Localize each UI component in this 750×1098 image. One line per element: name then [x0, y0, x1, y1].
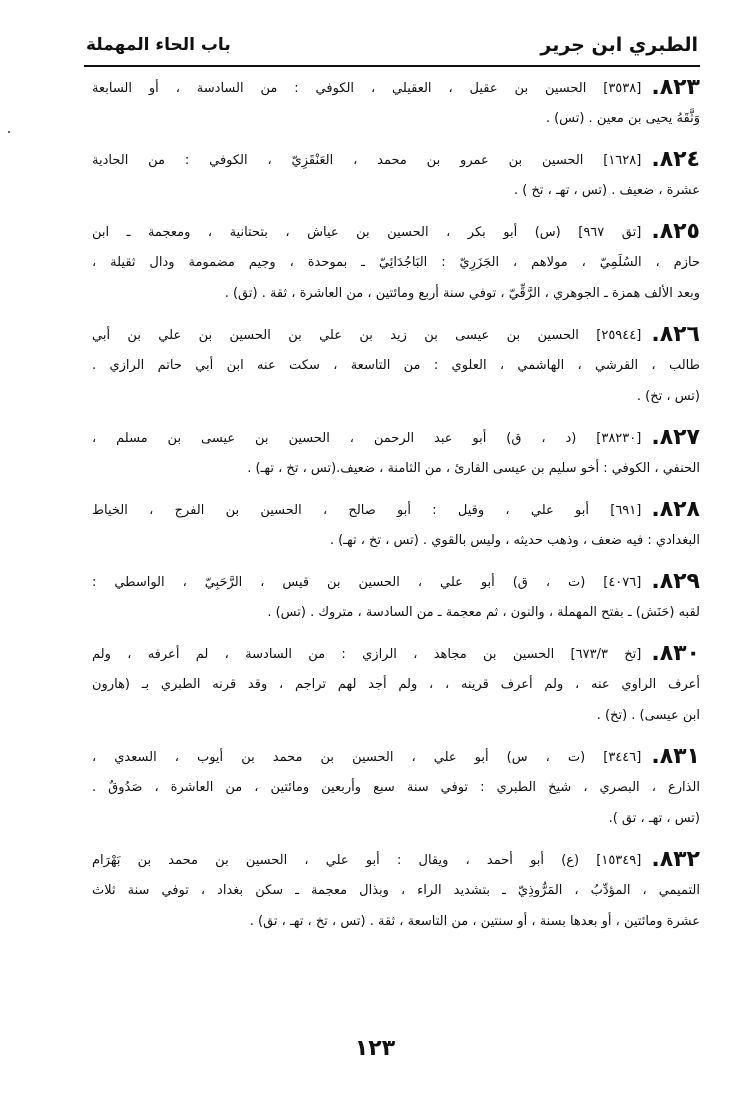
entry [92, 494, 700, 556]
entry-text: لقبه (حَنَش) ـ بفتح المهملة ، والنون ، ثم معجمة ـ من السادسة ، متروك . (تس) . [267, 605, 700, 620]
entry-number: ٨٢٥. [651, 219, 700, 244]
entry-line [92, 844, 700, 875]
margin-dot [8, 131, 10, 133]
entry-text: التميمي ، المؤدِّبُ ، المَرُّوذِيّ ـ بتشديد الراء ، وبذال معجمة ـ سكن بغداد ، توفي سنة ثلاث [92, 883, 700, 898]
section-title: باب الحاء المهملة [86, 35, 231, 55]
entry-number: ٨٢٣. [651, 75, 700, 100]
entry [92, 422, 700, 484]
entry-text: [تق ٩٦٧] (س) أبو بكر ، الحسين بن عياش ، بتحتانية ، ومعجمة ـ ابن [92, 225, 642, 240]
entry [92, 319, 700, 412]
entry-line [92, 597, 700, 628]
entry-text: ابن عيسى) . (تخ) . [596, 708, 700, 723]
entry-text: (تس ، تهـ ، تق ). [608, 811, 700, 826]
entry [92, 144, 700, 206]
entry-number: ٨٢٧. [651, 425, 700, 450]
entry-text: أعرف الراوي عنه ، ولم أعرف قرينه ، ، ولم أجد لهم تراجم ، وقد قرنه الطبري بـ (هارون [92, 677, 700, 692]
entry-text: الحنفي ، الكوفي : أخو سليم بن عيسى القارئ ، من الثامنة ، ضعيف.(تس ، تخ ، تهـ) . [247, 461, 700, 476]
entry-line [92, 278, 700, 309]
entry-line [92, 453, 700, 484]
header-rule [84, 65, 700, 67]
entry-line [92, 175, 700, 206]
entry [92, 566, 700, 628]
entry-text: [١٥٣٤٩] (ع) أبو أحمد ، ويقال : أبو علي ، الحسين بن محمد بن بَهْرَام [92, 853, 642, 868]
entry-line [92, 772, 700, 803]
entry [92, 216, 700, 309]
entry-text: [١٦٢٨] الحسين بن عمرو بن محمد ، العَنْقَزِيّ ، الكوفي : من الحادية [92, 153, 642, 168]
entry-line [92, 875, 700, 906]
entry-line [92, 700, 700, 731]
entry-text: طالب ، القرشي ، الهاشمي ، العلوي : من التاسعة ، سكت عنه ابن أبي حاتم الرازي . [92, 358, 700, 373]
entry [92, 844, 700, 937]
entry-text: [٤٠٧٦] (ت ، ق) أبو علي ، الحسين بن قيس ، الرَّحَبِيّ ، الواسطي : [92, 575, 642, 590]
entry-text: عشرة ، ضعيف . (تس ، تهـ ، تخ ) . [514, 183, 700, 198]
entry-line [92, 216, 700, 247]
entry-line [92, 566, 700, 597]
entry-text: البغدادي : فيه ضعف ، وذهب حديثه ، وليس بالقوي . (تس ، تخ ، تهـ) . [329, 533, 700, 548]
entries-list [92, 72, 700, 947]
entry-text: الذارع ، البصري ، شيخ الطبري : توفي سنة سبع وأربعين ومائتين ، من العاشرة ، صَدُوقٌ . [92, 780, 700, 795]
entry-line [92, 247, 700, 278]
entry-text: [٣٥٣٨] الحسين بن عقيل ، العقيلي ، الكوفي : من السادسة ، أو السابعة [92, 81, 642, 96]
entry-line [92, 350, 700, 381]
entry-text: وبعد الألف همزة ـ الجوهري ، الرَّقِّيّ ، توفي سنة أربع ومائتين ، من العاشرة ، ثقة . (تق) . [224, 286, 700, 301]
entry [92, 638, 700, 731]
entry-number: ٨٢٦. [651, 322, 700, 347]
entry-number: ٨٢٩. [651, 569, 700, 594]
entry-line [92, 638, 700, 669]
entry [92, 741, 700, 834]
entry-line [92, 669, 700, 700]
running-header [86, 28, 698, 62]
entry-line [92, 103, 700, 134]
entry-line [92, 144, 700, 175]
entry-text: [٦٩١] أبو علي ، وقيل : أبو صالح ، الحسين بن الفرج ، الخياط [92, 503, 642, 518]
entry-text: [تخ ٦٧٣/٣] الحسين بن مجاهد ، الرازي : من السادسة ، لم أعرفه ، ولم [92, 647, 642, 662]
entry-text: [٣٨٢٣٠] (د ، ق) أبو عبد الرحمن ، الحسين بن عيسى بن مسلم ، [92, 431, 642, 446]
entry-line [92, 494, 700, 525]
entry-line [92, 422, 700, 453]
entry-text: عشرة ومائتين ، أو بعدها بسنة ، أو سنتين ، من التاسعة ، ثقة . (تس ، تخ ، تهـ ، تق) . [249, 914, 700, 929]
page-number: ١٢٣ [354, 1036, 396, 1061]
entry-line [92, 381, 700, 412]
entry-number: ٨٣١. [651, 744, 700, 769]
entry-line [92, 525, 700, 556]
entry-number: ٨٢٨. [651, 497, 700, 522]
entry-number: ٨٣٠. [651, 641, 700, 666]
entry-text: [٢٥٩٤٤] الحسين بن عيسى بن زيد بن علي بن الحسين بن علي بن أبي [92, 328, 642, 343]
entry-text: حازم ، السُلَمِيّ ، مولاهم ، الجَزَرِيّ : البَاجُدَائِيّ ـ بموحدة ، وجيم مضمومة ودال ثقيلة ، [92, 255, 700, 270]
entry-text: (تس ، تخ) . [636, 389, 700, 404]
entry-line [92, 906, 700, 937]
entry-number: ٨٢٤. [651, 147, 700, 172]
entry-line [92, 319, 700, 350]
entry-number: ٨٣٢. [651, 847, 700, 872]
entry [92, 72, 700, 134]
book-title: الطبري ابن جرير [540, 34, 698, 56]
entry-line [92, 72, 700, 103]
entry-line [92, 741, 700, 772]
entry-line [92, 803, 700, 834]
entry-text: [٣٤٤٦] (ت ، س) أبو علي ، الحسين بن محمد بن أيوب ، السعدي ، [92, 750, 642, 765]
entry-text: وَثَّقَهُ يحيى بن معين . (تس) . [545, 111, 700, 126]
